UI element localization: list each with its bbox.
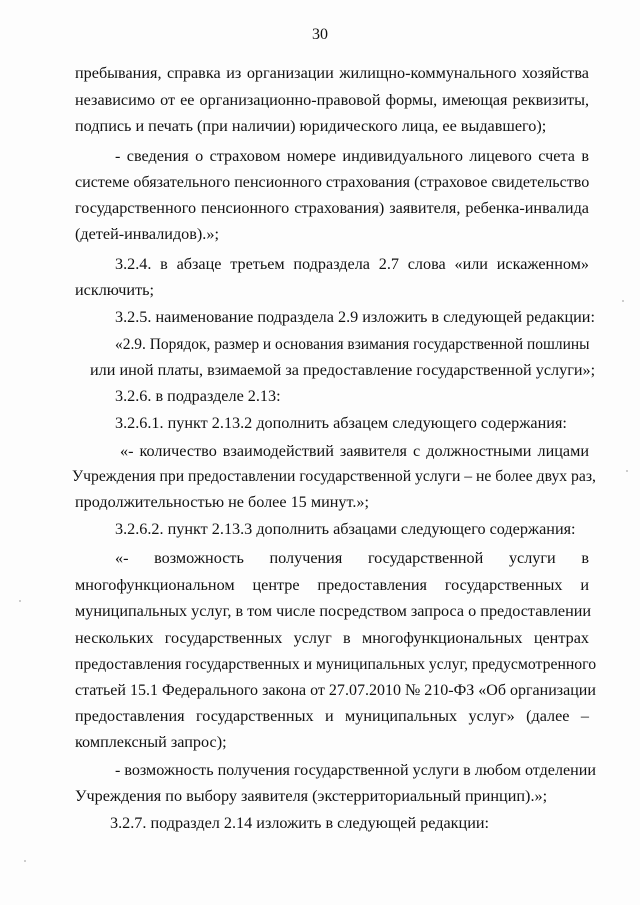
text-line: «- количество взаимодействий заявителя с должностными лицами	[120, 442, 589, 460]
text-line: Учреждения по выбору заявителя (экстерриториальный принцип).»;	[75, 787, 548, 805]
text-line: пребывания, справка из организации жилищно-коммунального хозяйства	[75, 64, 589, 82]
text-line: комплексный запрос);	[75, 733, 227, 751]
text-line: 3.2.6.1. пункт 2.13.2 дополнить абзацем следующего содержания:	[115, 414, 567, 432]
text-line: муниципальных услуг, в том числе посредством запроса о предоставлении	[75, 602, 592, 620]
text-line: многофункциональном центре предоставления государственных и	[75, 576, 589, 594]
text-line: нескольких государственных услуг в многофункциональных центрах	[75, 629, 589, 647]
scan-speck	[622, 300, 624, 302]
text-line: или иной платы, взимаемой за предоставление государственной услуги»;	[90, 361, 596, 379]
text-line: (детей-инвалидов).»;	[75, 225, 219, 243]
text-line: подпись и печать (при наличии) юридического лица, ее выдавшего);	[75, 117, 547, 135]
scan-speck	[626, 470, 628, 472]
text-line: системе обязательного пенсионного страхования (страховое свидетельство	[75, 173, 590, 191]
text-line: государственного пенсионного страхования) заявителя, ребенка-инвалида	[75, 199, 589, 217]
text-line: исключить;	[75, 281, 155, 299]
text-line: 3.2.7. подраздел 2.14 изложить в следующей редакции:	[110, 814, 490, 832]
page-number: 30	[312, 26, 328, 43]
text-line: предоставления государственных и муниципальных услуг, предусмотренного	[75, 655, 597, 673]
text-line: «2.9. Порядок, размер и основания взимания государственной пошлины	[115, 335, 590, 353]
text-line: Учреждения при предоставлении государственной услуги – не более двух раз,	[72, 467, 596, 485]
text-line: независимо от ее организационно-правовой формы, имеющая реквизиты,	[75, 91, 589, 109]
text-line: 3.2.5. наименование подраздела 2.9 изложить в следующей редакции:	[115, 308, 595, 326]
text-line: 3.2.6. в подразделе 2.13:	[115, 387, 281, 405]
scan-speck	[19, 600, 21, 602]
text-line: продолжительностью не более 15 минут.»;	[75, 493, 369, 511]
scan-speck	[24, 860, 26, 862]
text-line: 3.2.4. в абзаце третьем подраздела 2.7 слова «или искаженном»	[115, 255, 589, 273]
text-line: «- возможность получения государственной услуги в	[115, 549, 589, 567]
text-line: 3.2.6.2. пункт 2.13.3 дополнить абзацами следующего содержания:	[115, 520, 576, 538]
text-line: статьей 15.1 Федерального закона от 27.07.2010 № 210-ФЗ «Об организации	[75, 681, 596, 699]
text-line: предоставления государственных и муниципальных услуг» (далее –	[75, 707, 589, 725]
text-line: - сведения о страховом номере индивидуального лицевого счета в	[115, 147, 589, 165]
text-line: - возможность получения государственной услуги в любом отделении	[115, 761, 596, 779]
